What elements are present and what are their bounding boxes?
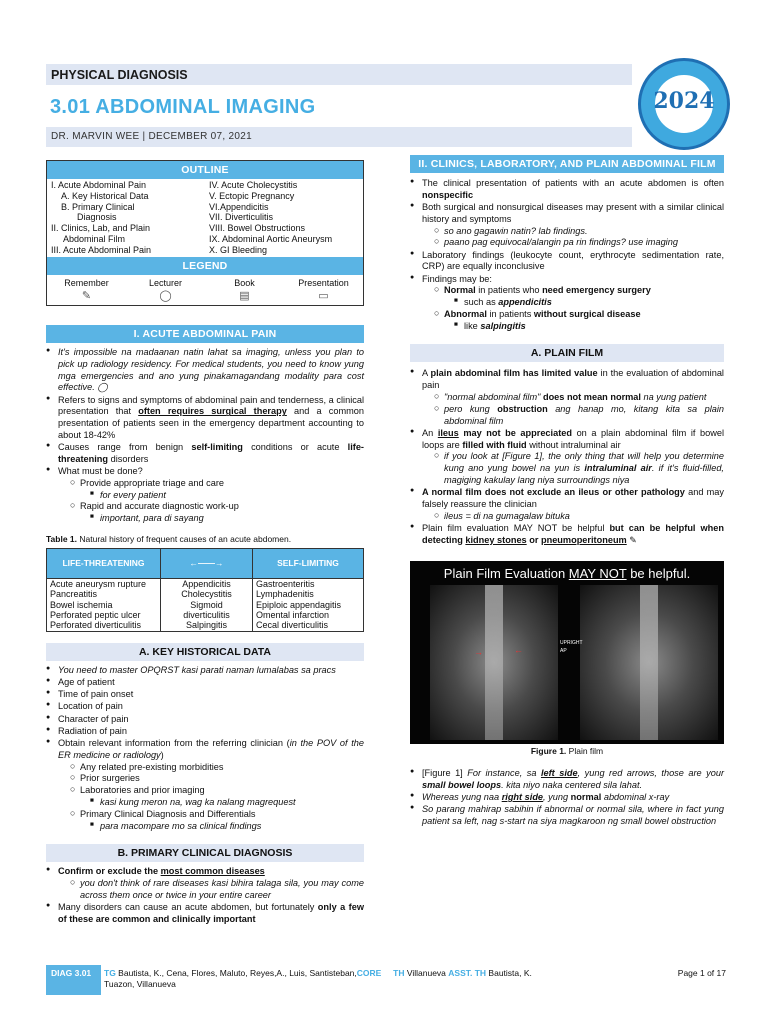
section-key-historical-data-list (46, 665, 364, 833)
monitor-icon: ▭ (318, 290, 329, 303)
list-item: ● Obtain relevant information from the referring clinician (in the POV of the ER medicine or radiology) ○ Any related pre-existing morbidities ○ Prior surgeries ○ Laboratories and prior imaging ■ kasi kung meron na, wag ka nalang magrequest ○ Primary Clinical Diagnosis and Differentials ■ para macompare mo sa clinical findings (46, 738, 364, 832)
section-acute-abdominal-pain-title: I. ACUTE ABDOMINAL PAIN (46, 325, 364, 343)
course-name: PHYSICAL DIAGNOSIS (51, 68, 188, 82)
red-arrow-icon: ← (514, 645, 523, 655)
causes-table (46, 548, 364, 632)
table-cell: Cecal diverticulitis (253, 620, 364, 631)
outline-left-column (47, 179, 205, 257)
figure-plain-film (410, 561, 724, 744)
figure-notes (410, 768, 724, 828)
legend-item-remember: Remember ✎ (47, 278, 126, 305)
list-item: ● Many disorders can cause an acute abdomen, but fortunately only a few of these are common and clinically important (46, 902, 364, 926)
table-cell: diverticulitis (161, 610, 253, 620)
section-clinics-list (410, 178, 724, 332)
byline-band (46, 127, 632, 147)
table-cell: Salpingitis (161, 620, 253, 631)
table-cell: Perforated peptic ulcer (47, 610, 161, 620)
list-item: ● Findings may be: ○ Normal in patients who need emergency surgery ■ such as appendicitis ○ Abnormal in patients without surgical disease ■ like salpingitis (410, 274, 724, 333)
table-cell: Acute aneurysm rupture (47, 578, 161, 589)
table-cell: Bowel ischemia (47, 600, 161, 610)
table-caption: Table 1. Natural history of frequent causes of an acute abdomen. (46, 533, 292, 544)
page-footer (46, 965, 726, 995)
figure-notes-list (410, 768, 724, 828)
list-item: ● What must be done? ○ Provide appropriate triage and care ■ for every patient ○ Rapid and accurate diagnostic work-up ■ important, para di sayang (46, 466, 364, 525)
list-item: ○ Laboratories and prior imaging ■ kasi kung meron na, wag ka nalang magrequest (70, 785, 364, 809)
list-item: ○ Prior surgeries (70, 773, 364, 785)
list-item: ■ para macompare mo sa clinical findings (90, 821, 364, 833)
list-item: ■ kasi kung meron na, wag ka nalang magrequest (90, 797, 364, 809)
red-arrow-icon: → (474, 647, 483, 657)
figure-caption: Figure 1. Plain film (530, 746, 604, 756)
right-column (410, 155, 724, 547)
outline-grid (47, 179, 363, 257)
figure-banner: Plain Film Evaluation MAY NOT be helpful. (443, 566, 691, 581)
list-item: ○ "normal abdominal film" does not mean normal na yung patient (434, 392, 724, 404)
outline-item[interactable]: III. Acute Abdominal Pain (51, 244, 152, 255)
speech-bubble-icon: ◯ (97, 382, 108, 393)
list-item: ○ paano pag equivocal/alangin pa rin findings? use imaging (434, 237, 724, 249)
book-icon: ▤ (239, 290, 250, 303)
table-header: ←——→ (161, 548, 253, 578)
outline-item[interactable]: II. Clinics, Lab, and Plain (51, 223, 151, 234)
list-item: ○ Normal in patients who need emergency surgery ■ such as appendicitis (434, 285, 724, 309)
section-acute-abdominal-pain-list (46, 347, 364, 525)
list-item: ○ so ano gagawin natin? lab findings. (434, 226, 724, 238)
list-item: ● Both surgical and nonsurgical diseases may present with a similar clinical history and symptoms ○ so ano gagawin natin? lab findings. ○ paano pag equivocal/alangin pa rin findings? use imaging (410, 202, 724, 249)
list-item: ○ ileus = di na gumagalaw bituka (434, 511, 724, 523)
speech-bubble-icon: ◯ (159, 290, 172, 303)
table-cell: Cholecystitis (161, 589, 253, 599)
list-item: ○ Primary Clinical Diagnosis and Differentials ■ para macompare mo sa clinical findings (70, 809, 364, 833)
section-primary-clinical-diagnosis-list (46, 866, 364, 925)
table-cell: Epiploic appendagitis (253, 600, 364, 610)
byline: DR. MARVIN WEE | DECEMBER 07, 2021 (51, 131, 253, 142)
legend-item-lecturer: Lecturer ◯ (126, 278, 205, 305)
outline-item[interactable]: Diagnosis (77, 212, 117, 223)
outline-item[interactable]: IX. Abdominal Aortic Aneurysm (209, 233, 333, 244)
legend-title: LEGEND (47, 257, 363, 275)
list-item: ■ for every patient (90, 490, 364, 502)
left-column (46, 325, 364, 926)
list-item: ● The clinical presentation of patients with an acute abdomen is often nonspecific (410, 178, 724, 202)
section-key-historical-data-title: A. KEY HISTORICAL DATA (46, 643, 364, 661)
list-item: ■ important, para di sayang (90, 513, 364, 525)
list-item: ● A plain abdominal film has limited value in the evaluation of abdominal pain ○ "normal abdominal film" does not mean normal na yung patient ○ pero kung obstruction ang hanap mo, kitang kita sa plain abdominal film (410, 368, 724, 427)
outline-item[interactable]: VI.Appendicitis (209, 201, 269, 212)
outline-item[interactable]: X. GI Bleeding (209, 244, 268, 255)
pin-icon: ✎ (81, 290, 92, 303)
list-item: ● An ileus may not be appreciated on a plain abdominal film if bowel loops are filled with fluid without intraluminal air ○ if you look at [Figure 1], the only thing that will help you determine kung ano yung bowel na yun is intraluminal air. if it's fluid-filled, magiging kakulay lang niya surroundings niya (410, 428, 724, 487)
list-item: ● Whereas yung naa right side, yung normal abdominal x-ray (410, 792, 724, 804)
outline-item[interactable]: IV. Acute Cholecystitis (209, 180, 298, 190)
outline-item[interactable]: VIII. Bowel Obstructions (209, 223, 306, 234)
list-item: ● Refers to signs and symptoms of abdominal pain and tenderness, a clinical presentation that often requires surgical therapy and a common presentation of patients seen in the emergency department accounting to about 18-42% (46, 395, 364, 442)
list-item: ● You need to master OPQRST kasi parati naman lumalabas sa pracs (46, 665, 364, 677)
list-item: ● Plain film evaluation MAY NOT be helpful but can be helpful when detecting kidney stones or pneumoperitoneum ✎ (410, 523, 724, 547)
outline-item[interactable]: I. Acute Abdominal Pain (51, 180, 147, 190)
list-item: ○ Any related pre-existing morbidities (70, 762, 364, 774)
table-header: LIFE-THREATENING (47, 548, 161, 578)
table-cell: Omental infarction (253, 610, 364, 620)
list-item: ● Age of patient (46, 677, 364, 689)
logo-year: 2024 (653, 88, 715, 114)
table-cell: Lymphadenitis (253, 589, 364, 599)
list-item: ● Radiation of pain (46, 726, 364, 738)
legend-item-presentation: Presentation ▭ (284, 278, 363, 305)
section-plain-film-list (410, 368, 724, 546)
outline-title: OUTLINE (47, 161, 363, 179)
list-item: ● Causes range from benign self-limiting conditions or acute life-threatening disorders (46, 442, 364, 466)
list-item: ■ like salpingitis (454, 321, 724, 333)
list-item: ● Confirm or exclude the most common diseases ○ you don't think of rare diseases kasi bihira talaga sila, you may come across them once or twice in your entire career (46, 866, 364, 901)
list-item: ○ you don't think of rare diseases kasi bihira talaga sila, you may come across them once or twice in your entire career (70, 878, 364, 902)
list-item: ○ Abnormal in patients without surgical disease ■ like salpingitis (434, 309, 724, 333)
outline-item[interactable]: B. Primary Clinical (61, 201, 135, 212)
section-primary-clinical-diagnosis-title: B. PRIMARY CLINICAL DIAGNOSIS (46, 844, 364, 862)
table-cell: Gastroenteritis (253, 578, 364, 589)
list-item: ● Character of pain (46, 714, 364, 726)
list-item: ○ if you look at [Figure 1], the only thing that will help you determine kung ano yung bowel na yun is intraluminal air. if it's fluid-filled, magiging kakulay lang niya surroundings niya (434, 451, 724, 486)
list-item: ○ pero kung obstruction ang hanap mo, kitang kita sa plain abdominal film (434, 404, 724, 428)
xray-marker: UPRIGHT AP (560, 640, 583, 654)
legend-row (47, 275, 363, 305)
list-item: ■ such as appendicitis (454, 297, 724, 309)
list-item: ● A normal film does not exclude an ileus or other pathology and may falsely reassure the clinician ○ ileus = di na gumagalaw bituka (410, 487, 724, 522)
table-cell: Perforated diverticulitis (47, 620, 161, 631)
list-item: ○ Rapid and accurate diagnostic work-up ■ important, para di sayang (70, 501, 364, 525)
table-cell: Sigmoid (161, 600, 253, 610)
table-cell: Pancreatitis (47, 589, 161, 599)
xray-image-left (430, 585, 558, 740)
table-cell: Appendicitis (161, 578, 253, 589)
page-title: 3.01 ABDOMINAL IMAGING (50, 96, 316, 118)
list-item: ● [Figure 1] For instance, sa left side, yung red arrows, those are your small bowel loops. kita niyo naka centered sila lahat. (410, 768, 724, 792)
list-item: ○ Provide appropriate triage and care ■ for every patient (70, 478, 364, 502)
section-clinics-title: II. CLINICS, LABORATORY, AND PLAIN ABDOMINAL FILM (410, 155, 724, 173)
outline-item[interactable]: V. Ectopic Pregnancy (209, 190, 295, 201)
pin-icon: ✎ (629, 534, 637, 545)
page-number: Page 1 of 17 (677, 968, 726, 978)
table-header: SELF-LIMITING (253, 548, 364, 578)
xray-image-right (580, 585, 718, 740)
list-item: ● It's impossible na madaanan natin lahat sa imaging, unless you plan to pick up radiology residency. For medical students, you need to know yung mga emergencies and ano yung pinakamagandang modality para cost effective. ◯ (46, 347, 364, 394)
list-item: ● Laboratory findings (leukocyte count, erythrocyte sedimentation rate, CRP) are equally inconclusive (410, 250, 724, 274)
outline-right-column (205, 179, 363, 257)
list-item: ● Time of pain onset (46, 689, 364, 701)
footer-tag: DIAG 3.01 (46, 965, 101, 995)
outline-box (46, 160, 364, 306)
legend-item-book: Book ▤ (205, 278, 284, 305)
college-logo (638, 58, 730, 150)
list-item: ● So parang mahirap sabihin if abnormal or normal sila, where in fact yung patient sa left, nag s-start na siya magkaroon ng small bowel obstruction (410, 804, 724, 828)
course-band (46, 64, 632, 85)
outline-item[interactable]: A. Key Historical Data (61, 190, 149, 201)
outline-item[interactable]: Abdominal Film (63, 233, 126, 244)
list-item: ● Location of pain (46, 701, 364, 713)
section-plain-film-title: A. PLAIN FILM (410, 344, 724, 362)
footer-credits: TG Bautista, K., Cena, Flores, Maluto, Reyes,A., Luis, Santisteban,CORE TH Villanueva ASST. TH Bautista, K. Tuazon, Villanueva (104, 968, 532, 990)
outline-item[interactable]: VII. Diverticulitis (209, 212, 274, 223)
